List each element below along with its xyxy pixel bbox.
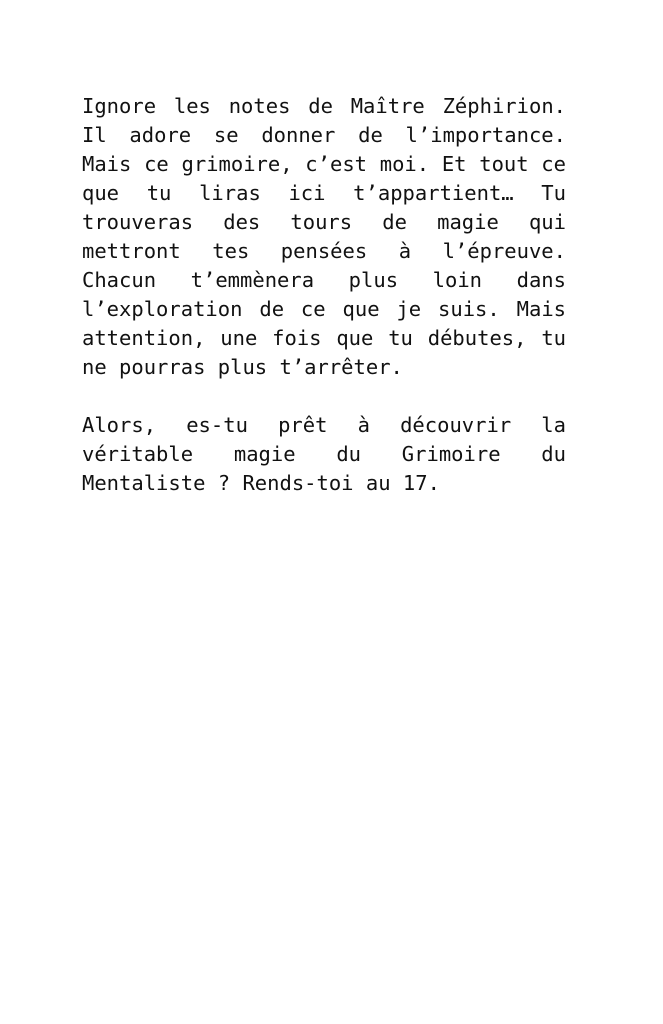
page-body — [82, 92, 566, 498]
paragraph-call-to-action: Alors, es-tu prêt à découvrir la véritable magie du Grimoire du Mentaliste ? Rends-toi au 17. — [82, 413, 566, 495]
paragraph-intro: Ignore les notes de Maître Zéphirion. Il adore se donner de l’importance. Mais ce grimoire, c’est moi. Et tout ce que tu liras ici t’appartient… Tu trouveras des tours de magie qui mettront tes pensées à l’épreuve. Chacun t’emmènera plus loin dans l’exploration de ce que je suis. Mais attention, une fois que tu débutes, tu ne pourras plus t’arrêter. — [82, 94, 566, 379]
